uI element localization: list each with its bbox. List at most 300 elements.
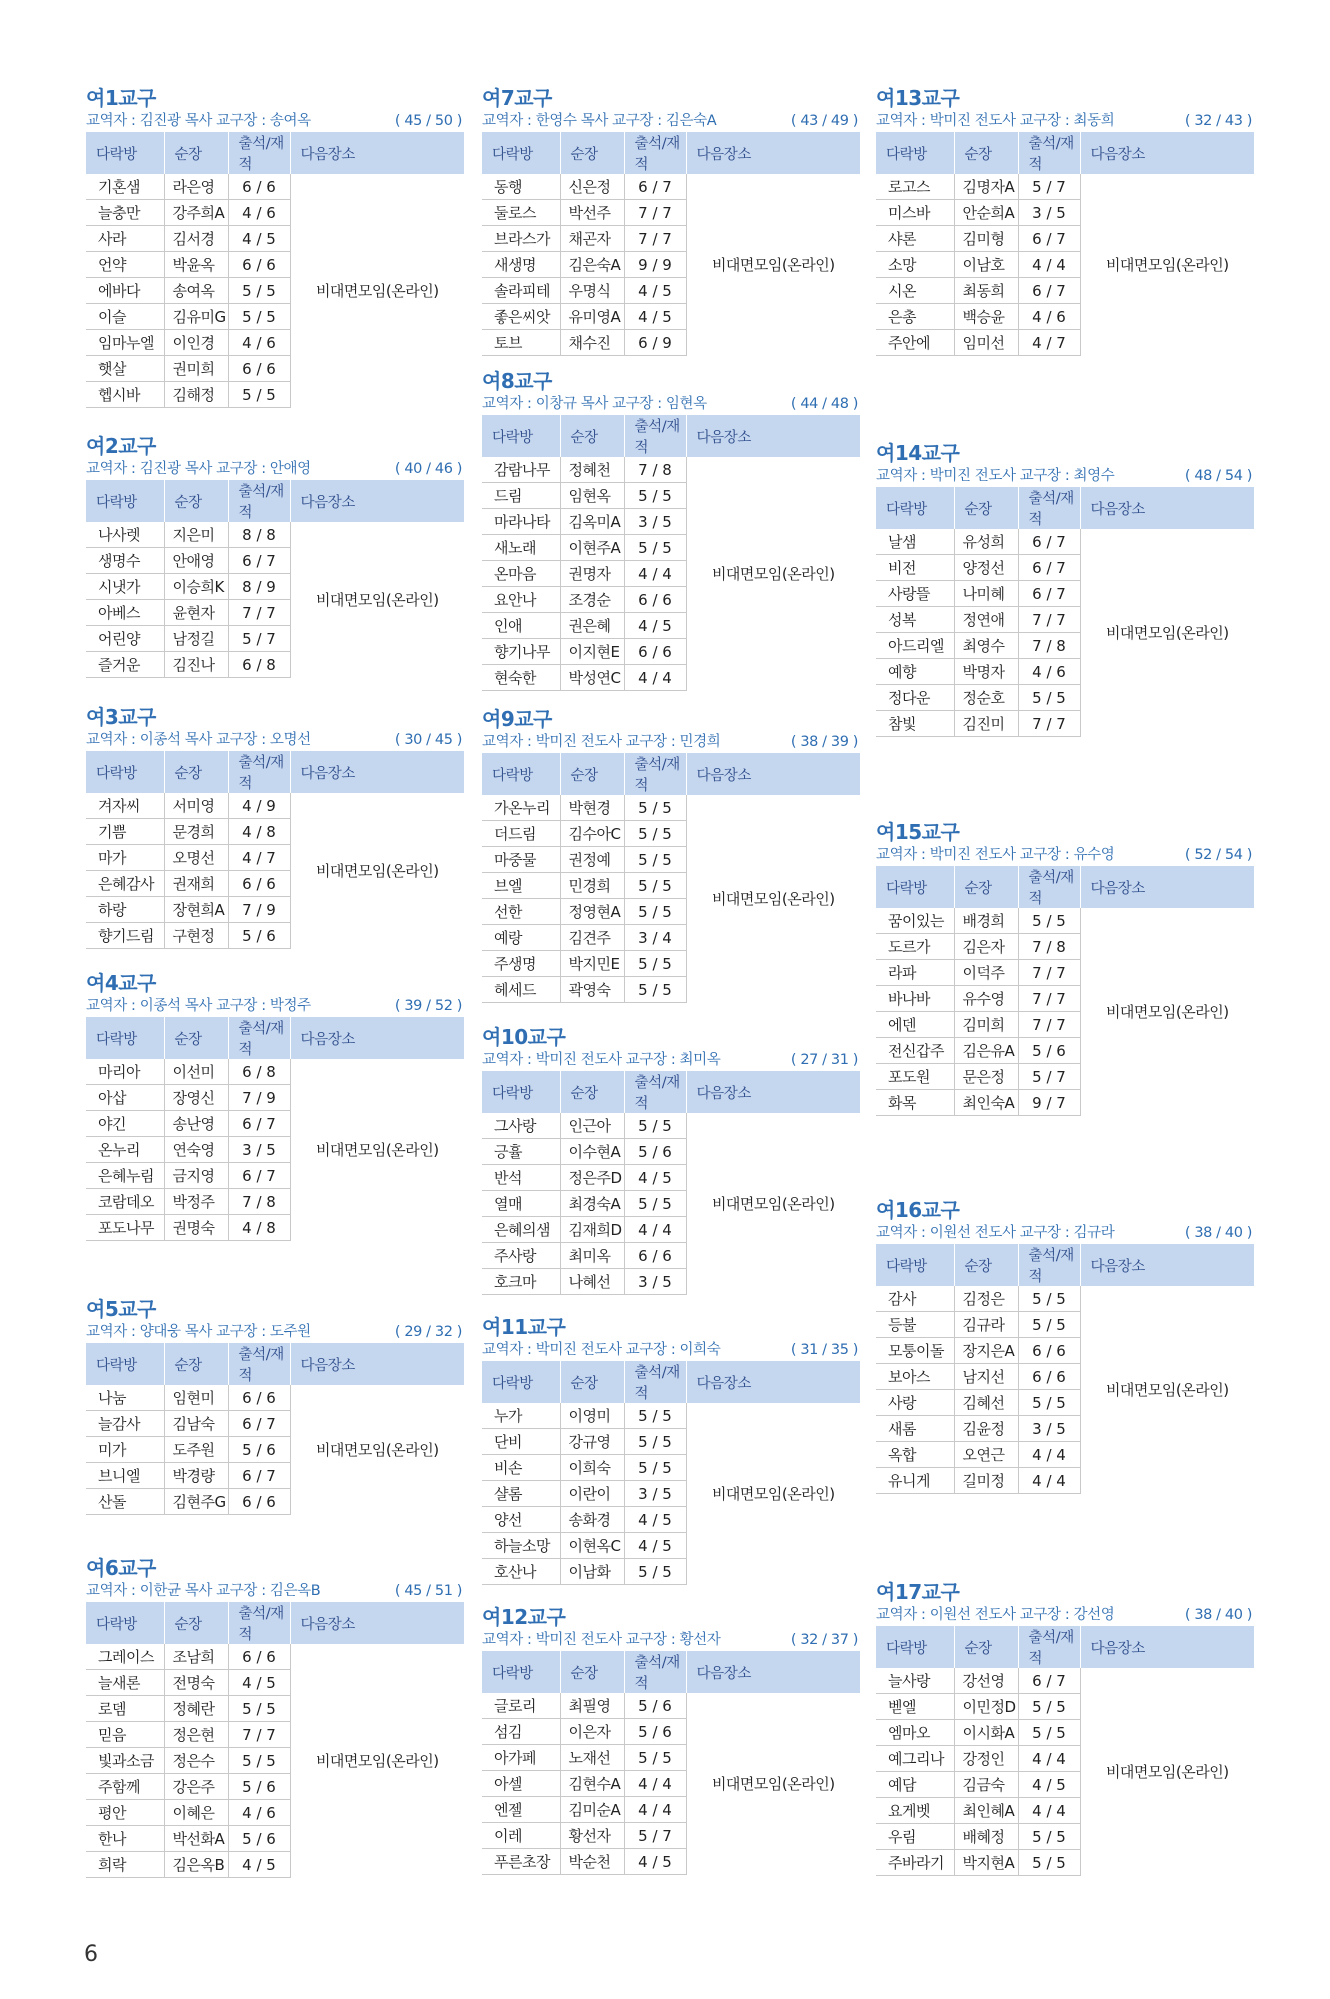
district-score: ( 39 / 52 ) (394, 998, 462, 1014)
cell-attendance: 5 / 5 (1018, 1286, 1080, 1312)
cell-attendance: 4 / 6 (1018, 304, 1080, 330)
cell-group: 브라스가 (482, 226, 560, 252)
cell-leader: 박명자 (954, 659, 1018, 685)
header-group: 다락방 (876, 487, 954, 529)
header-leader: 순장 (560, 1361, 624, 1403)
cell-group: 우림 (876, 1824, 954, 1850)
cell-group: 시냇가 (86, 574, 164, 600)
cell-next-place: 비대면모임(온라인) (1080, 1286, 1254, 1494)
header-next: 다음장소 (290, 1602, 464, 1644)
cell-leader: 이남호 (954, 252, 1018, 278)
cell-group: 헤세드 (482, 977, 560, 1003)
district-block (876, 1198, 1254, 1494)
table-row (876, 174, 1254, 200)
cell-attendance: 4 / 5 (624, 1533, 686, 1559)
district-info (876, 1604, 1254, 1626)
cell-group: 꿈이있는 (876, 908, 954, 934)
cell-group: 요게벳 (876, 1798, 954, 1824)
cell-attendance: 7 / 8 (624, 457, 686, 483)
cell-leader: 정순호 (954, 685, 1018, 711)
table-row (482, 174, 860, 200)
cell-leader: 장지은A (954, 1338, 1018, 1364)
cell-leader: 권명숙 (164, 1215, 228, 1241)
cell-leader: 이민정D (954, 1694, 1018, 1720)
district-info (876, 110, 1254, 132)
header-attendance: 출석/재적 (624, 753, 686, 795)
header-attendance: 출석/재적 (1018, 487, 1080, 529)
cell-attendance: 4 / 5 (1018, 1772, 1080, 1798)
cell-group: 비전 (876, 555, 954, 581)
cell-leader: 김미형 (954, 226, 1018, 252)
district-block (86, 86, 464, 408)
cell-group: 비손 (482, 1455, 560, 1481)
header-group: 다락방 (482, 1361, 560, 1403)
cell-leader: 김은자 (954, 934, 1018, 960)
cell-attendance: 6 / 6 (624, 587, 686, 613)
cell-next-place: 비대면모임(온라인) (290, 174, 464, 408)
cell-attendance: 8 / 8 (228, 522, 290, 548)
cell-attendance: 7 / 9 (228, 897, 290, 923)
district-title: 여8교구 (482, 369, 552, 393)
table-row (86, 1644, 464, 1670)
cell-attendance: 9 / 7 (1018, 1090, 1080, 1116)
header-attendance: 출석/재적 (228, 480, 290, 522)
district-table (86, 1017, 464, 1241)
cell-group: 빛과소금 (86, 1748, 164, 1774)
cell-group: 옥합 (876, 1442, 954, 1468)
cell-attendance: 5 / 6 (228, 1774, 290, 1800)
cell-leader: 김서경 (164, 226, 228, 252)
cell-group: 임마누엘 (86, 330, 164, 356)
header-attendance: 출석/재적 (1018, 1244, 1080, 1286)
cell-group: 에덴 (876, 1012, 954, 1038)
cell-leader: 양정선 (954, 555, 1018, 581)
cell-leader: 김현주G (164, 1489, 228, 1515)
header-attendance: 출석/재적 (1018, 1626, 1080, 1668)
cell-group: 도르가 (876, 934, 954, 960)
cell-attendance: 7 / 7 (1018, 986, 1080, 1012)
cell-attendance: 7 / 7 (1018, 711, 1080, 737)
cell-attendance: 4 / 5 (624, 1507, 686, 1533)
cell-group: 양선 (482, 1507, 560, 1533)
cell-attendance: 7 / 7 (1018, 960, 1080, 986)
cell-attendance: 3 / 5 (624, 1481, 686, 1507)
cell-group: 예향 (876, 659, 954, 685)
cell-leader: 배경희 (954, 908, 1018, 934)
table-row (876, 529, 1254, 555)
cell-leader: 강은주 (164, 1774, 228, 1800)
cell-group: 요안나 (482, 587, 560, 613)
district-staff: 교역자 : 김진광 목사 교구장 : 안애영 (86, 461, 311, 477)
cell-leader: 김윤정 (954, 1416, 1018, 1442)
cell-leader: 문경희 (164, 819, 228, 845)
cell-attendance: 7 / 7 (228, 600, 290, 626)
header-leader: 순장 (164, 480, 228, 522)
table-header-row (482, 1071, 860, 1113)
cell-leader: 유미영A (560, 304, 624, 330)
cell-attendance: 5 / 5 (624, 535, 686, 561)
cell-group: 날샘 (876, 529, 954, 555)
header-next: 다음장소 (1080, 132, 1254, 174)
header-group: 다락방 (876, 866, 954, 908)
cell-next-place: 비대면모임(온라인) (686, 795, 860, 1003)
cell-attendance: 5 / 5 (1018, 1720, 1080, 1746)
district-block (86, 1297, 464, 1515)
header-next: 다음장소 (290, 480, 464, 522)
cell-leader: 박성연C (560, 665, 624, 691)
header-next: 다음장소 (686, 753, 860, 795)
cell-leader: 강정인 (954, 1746, 1018, 1772)
header-group: 다락방 (86, 132, 164, 174)
cell-attendance: 4 / 4 (1018, 1746, 1080, 1772)
district-block (86, 971, 464, 1241)
cell-group: 늘충만 (86, 200, 164, 226)
district-info (876, 1222, 1254, 1244)
cell-group: 주함께 (86, 1774, 164, 1800)
table-header-row (482, 1651, 860, 1693)
cell-group: 토브 (482, 330, 560, 356)
cell-leader: 길미정 (954, 1468, 1018, 1494)
cell-group: 성복 (876, 607, 954, 633)
cell-group: 푸른초장 (482, 1849, 560, 1875)
cell-group: 아가페 (482, 1745, 560, 1771)
cell-group: 현숙한 (482, 665, 560, 691)
cell-attendance: 4 / 5 (624, 1849, 686, 1875)
header-leader: 순장 (164, 1017, 228, 1059)
cell-group: 은혜감사 (86, 871, 164, 897)
cell-group: 주사랑 (482, 1243, 560, 1269)
district-table (482, 132, 860, 356)
cell-group: 한나 (86, 1826, 164, 1852)
header-attendance: 출석/재적 (624, 132, 686, 174)
cell-leader: 라은영 (164, 174, 228, 200)
cell-next-place: 비대면모임(온라인) (290, 1644, 464, 1878)
cell-group: 화목 (876, 1090, 954, 1116)
cell-group: 믿음 (86, 1722, 164, 1748)
cell-leader: 정은현 (164, 1722, 228, 1748)
cell-group: 은총 (876, 304, 954, 330)
cell-attendance: 7 / 7 (1018, 1012, 1080, 1038)
cell-attendance: 7 / 8 (1018, 633, 1080, 659)
cell-group: 소망 (876, 252, 954, 278)
cell-leader: 박정주 (164, 1189, 228, 1215)
cell-attendance: 3 / 5 (228, 1137, 290, 1163)
cell-leader: 이지현E (560, 639, 624, 665)
district-block (482, 707, 860, 1003)
cell-attendance: 4 / 6 (228, 1800, 290, 1826)
district-table (876, 1626, 1254, 1876)
table-header-row (86, 1602, 464, 1644)
cell-attendance: 6 / 7 (1018, 529, 1080, 555)
district-block (482, 1315, 860, 1585)
header-attendance: 출석/재적 (624, 1071, 686, 1113)
district-table (482, 415, 860, 691)
district-score: ( 38 / 40 ) (1184, 1225, 1252, 1241)
cell-leader: 김혜선 (954, 1390, 1018, 1416)
district-title: 여11교구 (482, 1315, 566, 1339)
cell-attendance: 5 / 6 (624, 1693, 686, 1719)
cell-next-place: 비대면모임(온라인) (686, 457, 860, 691)
district-staff: 교역자 : 이종석 목사 교구장 : 박정주 (86, 998, 311, 1014)
cell-attendance: 4 / 4 (624, 1771, 686, 1797)
cell-leader: 권미희 (164, 356, 228, 382)
table-header-row (86, 751, 464, 793)
cell-attendance: 5 / 5 (228, 278, 290, 304)
header-leader: 순장 (164, 1602, 228, 1644)
cell-attendance: 4 / 7 (1018, 330, 1080, 356)
district-info (482, 731, 860, 753)
table-row (876, 1286, 1254, 1312)
cell-attendance: 4 / 6 (1018, 659, 1080, 685)
cell-next-place: 비대면모임(온라인) (1080, 1668, 1254, 1876)
district-block (482, 1605, 860, 1875)
cell-group: 나눔 (86, 1385, 164, 1411)
cell-leader: 송여옥 (164, 278, 228, 304)
header-next: 다음장소 (686, 415, 860, 457)
cell-group: 글로리 (482, 1693, 560, 1719)
cell-leader: 이인경 (164, 330, 228, 356)
cell-group: 열매 (482, 1191, 560, 1217)
district-table (876, 866, 1254, 1116)
district-score: ( 32 / 43 ) (1184, 113, 1252, 129)
district-table (86, 1602, 464, 1878)
cell-attendance: 5 / 5 (624, 1559, 686, 1585)
cell-leader: 배혜정 (954, 1824, 1018, 1850)
table-row (86, 1385, 464, 1411)
cell-group: 마리아 (86, 1059, 164, 1085)
cell-leader: 권명자 (560, 561, 624, 587)
table-row (482, 457, 860, 483)
cell-attendance: 6 / 6 (228, 1385, 290, 1411)
cell-leader: 김옥미A (560, 509, 624, 535)
table-header-row (876, 1244, 1254, 1286)
cell-leader: 박지민E (560, 951, 624, 977)
cell-leader: 민경희 (560, 873, 624, 899)
cell-group: 감람나무 (482, 457, 560, 483)
cell-attendance: 3 / 4 (624, 925, 686, 951)
cell-leader: 박선화A (164, 1826, 228, 1852)
header-group: 다락방 (876, 1626, 954, 1668)
cell-leader: 김남숙 (164, 1411, 228, 1437)
cell-attendance: 5 / 5 (228, 1748, 290, 1774)
district-title: 여16교구 (876, 1198, 960, 1222)
cell-attendance: 4 / 5 (624, 613, 686, 639)
header-leader: 순장 (560, 415, 624, 457)
cell-next-place: 비대면모임(온라인) (1080, 174, 1254, 356)
cell-group: 로고스 (876, 174, 954, 200)
district-info (482, 110, 860, 132)
district-score: ( 45 / 50 ) (394, 113, 462, 129)
district-title: 여5교구 (86, 1297, 156, 1321)
cell-group: 동행 (482, 174, 560, 200)
table-header-row (482, 132, 860, 174)
header-next: 다음장소 (290, 751, 464, 793)
header-group: 다락방 (482, 132, 560, 174)
cell-leader: 박윤옥 (164, 252, 228, 278)
cell-attendance: 4 / 4 (1018, 1468, 1080, 1494)
cell-group: 전신갑주 (876, 1038, 954, 1064)
cell-group: 마중물 (482, 847, 560, 873)
cell-group: 예담 (876, 1772, 954, 1798)
cell-attendance: 5 / 5 (228, 382, 290, 408)
district-score: ( 40 / 46 ) (394, 461, 462, 477)
district-info (86, 1321, 464, 1343)
cell-attendance: 5 / 6 (228, 923, 290, 949)
cell-group: 라파 (876, 960, 954, 986)
cell-attendance: 6 / 6 (228, 1489, 290, 1515)
cell-leader: 박현경 (560, 795, 624, 821)
cell-group: 늘새론 (86, 1670, 164, 1696)
header-attendance: 출석/재적 (228, 1602, 290, 1644)
cell-leader: 송난영 (164, 1111, 228, 1137)
cell-group: 늘사랑 (876, 1668, 954, 1694)
header-next: 다음장소 (1080, 1626, 1254, 1668)
district-staff: 교역자 : 박미진 전도사 교구장 : 최영수 (876, 468, 1115, 484)
district-staff: 교역자 : 한영수 목사 교구장 : 김은숙A (482, 113, 717, 129)
cell-attendance: 6 / 7 (228, 1163, 290, 1189)
district-staff: 교역자 : 박미진 전도사 교구장 : 민경희 (482, 734, 721, 750)
district-title: 여7교구 (482, 86, 552, 110)
cell-group: 포도원 (876, 1064, 954, 1090)
cell-group: 새롬 (876, 1416, 954, 1442)
header-leader: 순장 (560, 753, 624, 795)
cell-leader: 이희숙 (560, 1455, 624, 1481)
district-title: 여12교구 (482, 1605, 566, 1629)
cell-leader: 안순희A (954, 200, 1018, 226)
cell-leader: 김은옥B (164, 1852, 228, 1878)
district-info (86, 1580, 464, 1602)
cell-group: 기혼샘 (86, 174, 164, 200)
cell-group: 나사렛 (86, 522, 164, 548)
cell-leader: 정연애 (954, 607, 1018, 633)
cell-leader: 김정은 (954, 1286, 1018, 1312)
cell-attendance: 6 / 6 (228, 174, 290, 200)
cell-leader: 김미순A (560, 1797, 624, 1823)
cell-leader: 김현수A (560, 1771, 624, 1797)
cell-leader: 문은정 (954, 1064, 1018, 1090)
cell-attendance: 5 / 5 (624, 1191, 686, 1217)
cell-leader: 우명식 (560, 278, 624, 304)
cell-group: 그사랑 (482, 1113, 560, 1139)
cell-attendance: 5 / 5 (1018, 1694, 1080, 1720)
cell-attendance: 5 / 5 (624, 847, 686, 873)
table-header-row (876, 487, 1254, 529)
cell-attendance: 4 / 5 (624, 278, 686, 304)
cell-group: 은혜의샘 (482, 1217, 560, 1243)
district-info (482, 1629, 860, 1651)
table-header-row (86, 132, 464, 174)
cell-attendance: 6 / 6 (228, 1644, 290, 1670)
cell-attendance: 7 / 8 (1018, 934, 1080, 960)
district-score: ( 38 / 39 ) (790, 734, 858, 750)
district-score: ( 29 / 32 ) (394, 1324, 462, 1340)
table-row (482, 1403, 860, 1429)
cell-attendance: 6 / 7 (1018, 226, 1080, 252)
cell-leader: 채곤자 (560, 226, 624, 252)
cell-group: 주안에 (876, 330, 954, 356)
district-title: 여4교구 (86, 971, 156, 995)
cell-leader: 연숙영 (164, 1137, 228, 1163)
cell-group: 늘감사 (86, 1411, 164, 1437)
cell-attendance: 6 / 7 (1018, 555, 1080, 581)
district-score: ( 32 / 37 ) (790, 1632, 858, 1648)
cell-attendance: 5 / 5 (624, 899, 686, 925)
cell-leader: 오연근 (954, 1442, 1018, 1468)
cell-group: 하늘소망 (482, 1533, 560, 1559)
cell-group: 주바라기 (876, 1850, 954, 1876)
cell-attendance: 4 / 5 (228, 226, 290, 252)
district-staff: 교역자 : 이원선 전도사 교구장 : 강선영 (876, 1607, 1115, 1623)
district-title: 여2교구 (86, 434, 156, 458)
cell-attendance: 4 / 8 (228, 1215, 290, 1241)
header-attendance: 출석/재적 (624, 1361, 686, 1403)
district-staff: 교역자 : 박미진 전도사 교구장 : 이희숙 (482, 1342, 721, 1358)
district-block (86, 434, 464, 678)
cell-attendance: 5 / 5 (1018, 908, 1080, 934)
district-info (876, 844, 1254, 866)
table-row (876, 908, 1254, 934)
cell-attendance: 5 / 5 (624, 795, 686, 821)
cell-group: 아베스 (86, 600, 164, 626)
district-title: 여6교구 (86, 1556, 156, 1580)
header-group: 다락방 (86, 1343, 164, 1385)
cell-attendance: 4 / 5 (624, 1165, 686, 1191)
district-table (86, 132, 464, 408)
district-title: 여14교구 (876, 441, 960, 465)
table-header-row (482, 415, 860, 457)
table-header-row (86, 480, 464, 522)
cell-attendance: 5 / 5 (624, 1403, 686, 1429)
cell-leader: 권은혜 (560, 613, 624, 639)
cell-attendance: 4 / 4 (1018, 1798, 1080, 1824)
district-staff: 교역자 : 이원선 전도사 교구장 : 김규라 (876, 1225, 1115, 1241)
cell-attendance: 4 / 9 (228, 793, 290, 819)
cell-group: 마가 (86, 845, 164, 871)
cell-attendance: 6 / 8 (228, 1059, 290, 1085)
cell-leader: 조경순 (560, 587, 624, 613)
cell-leader: 최인숙A (954, 1090, 1018, 1116)
cell-attendance: 6 / 6 (624, 1243, 686, 1269)
cell-attendance: 4 / 4 (1018, 252, 1080, 278)
cell-next-place: 비대면모임(온라인) (290, 1059, 464, 1241)
table-header-row (86, 1017, 464, 1059)
header-leader: 순장 (164, 132, 228, 174)
header-next: 다음장소 (686, 1361, 860, 1403)
cell-leader: 최경숙A (560, 1191, 624, 1217)
cell-group: 그레이스 (86, 1644, 164, 1670)
header-leader: 순장 (164, 1343, 228, 1385)
header-leader: 순장 (954, 1244, 1018, 1286)
cell-leader: 송화경 (560, 1507, 624, 1533)
cell-leader: 최동희 (954, 278, 1018, 304)
cell-leader: 이란이 (560, 1481, 624, 1507)
cell-group: 이슬 (86, 304, 164, 330)
cell-leader: 김유미G (164, 304, 228, 330)
cell-leader: 구현정 (164, 923, 228, 949)
cell-leader: 이승희K (164, 574, 228, 600)
header-next: 다음장소 (686, 1651, 860, 1693)
cell-group: 호크마 (482, 1269, 560, 1295)
cell-attendance: 7 / 7 (624, 200, 686, 226)
district-info (482, 1339, 860, 1361)
cell-group: 미스바 (876, 200, 954, 226)
cell-group: 향기드림 (86, 923, 164, 949)
header-next: 다음장소 (1080, 866, 1254, 908)
cell-leader: 이현옥C (560, 1533, 624, 1559)
cell-leader: 박지현A (954, 1850, 1018, 1876)
page-number: 6 (84, 1942, 98, 1967)
cell-leader: 이수현A (560, 1139, 624, 1165)
